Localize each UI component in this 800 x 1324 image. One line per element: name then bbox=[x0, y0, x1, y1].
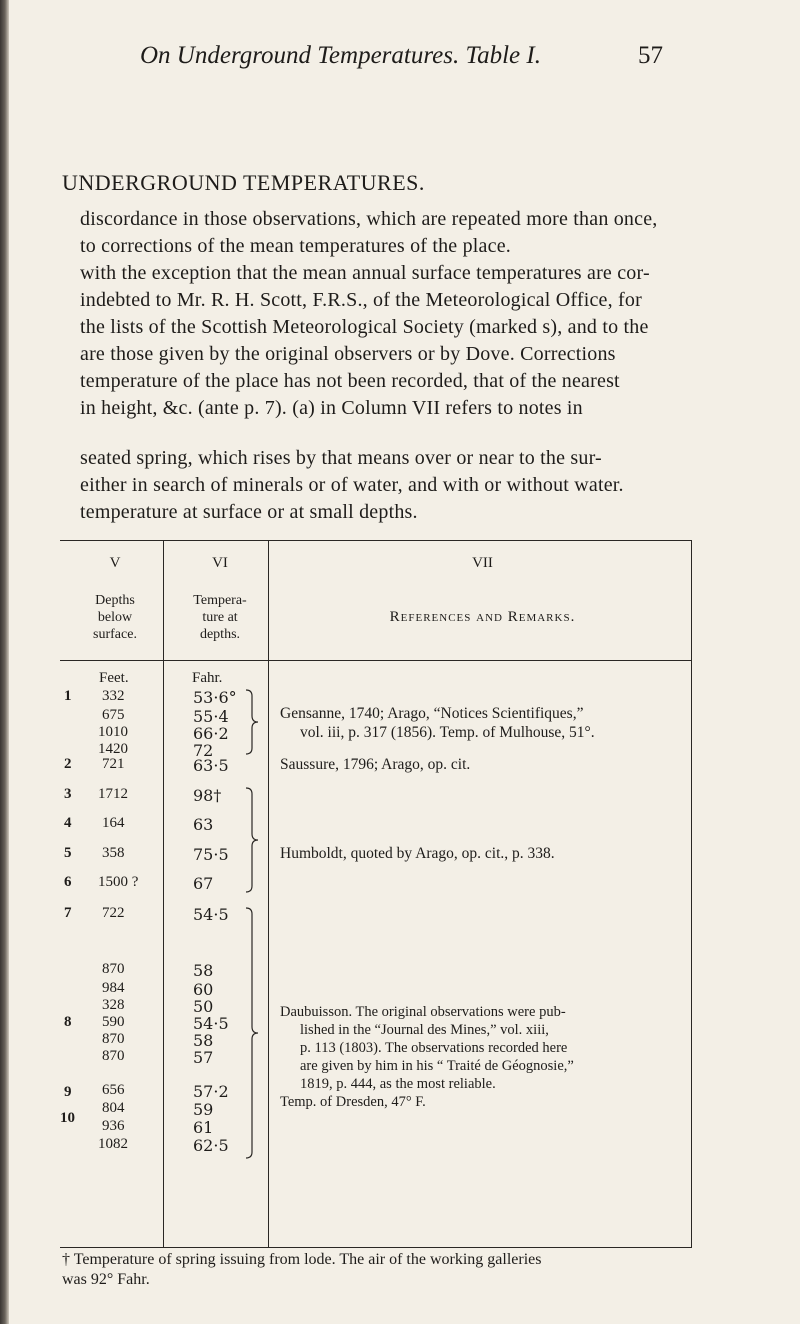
reference-daubuisson: Daubuisson. The original observations were pub- bbox=[280, 1004, 566, 1020]
footnote-line: was 92° Fahr. bbox=[62, 1271, 150, 1288]
row-number: 2 bbox=[64, 756, 72, 772]
temperature-cell: 55·4 bbox=[193, 707, 229, 726]
temperature-cell: 63·5 bbox=[193, 756, 229, 775]
table-top-rule bbox=[60, 540, 692, 541]
temperature-cell: 57·2 bbox=[193, 1082, 229, 1101]
depth-cell: 804 bbox=[102, 1100, 125, 1116]
depth-cell: 656 bbox=[102, 1082, 125, 1098]
intro-line: with the exception that the mean annual surface temperatures are cor- bbox=[80, 262, 650, 284]
column-header-depths bbox=[70, 592, 160, 643]
row-number: 4 bbox=[64, 815, 72, 831]
second-line: temperature at surface or at small depths. bbox=[80, 501, 418, 523]
depth-cell: 164 bbox=[102, 815, 125, 831]
reference-daubuisson: p. 113 (1803). The observations recorded here bbox=[300, 1040, 568, 1056]
header-label-line: Tempera- bbox=[193, 593, 247, 608]
reference-saussure: Saussure, 1796; Arago, op. cit. bbox=[280, 756, 471, 773]
header-rule bbox=[60, 660, 692, 661]
column-divider bbox=[268, 540, 269, 1248]
header-label-line: surface. bbox=[93, 627, 137, 642]
intro-line: temperature of the place has not been recorded, that of the nearest bbox=[80, 370, 620, 392]
row-number: 8 bbox=[64, 1014, 72, 1030]
reference-gensanne: Gensanne, 1740; Arago, “Notices Scientifiques,” bbox=[280, 705, 584, 722]
temperature-cell: 60 bbox=[193, 980, 214, 999]
temperature-cell: 66·2 bbox=[193, 724, 229, 743]
book-binding-edge bbox=[0, 0, 9, 1324]
reference-daubuisson: are given by him in his “ Traité de Géognosie,” bbox=[300, 1058, 574, 1074]
grouping-brace bbox=[244, 904, 262, 1162]
footnote bbox=[62, 1250, 542, 1290]
temperature-cell: 62·5 bbox=[193, 1136, 229, 1155]
temperature-cell: 50 bbox=[193, 997, 214, 1016]
row-number: 9 bbox=[64, 1084, 72, 1100]
depth-cell: 332 bbox=[102, 688, 125, 704]
temperature-cell: 75·5 bbox=[193, 845, 229, 864]
temperature-cell: 58 bbox=[193, 1031, 214, 1050]
grouping-brace bbox=[244, 784, 262, 896]
intro-line: are those given by the original observers or by Dove. Corrections bbox=[80, 343, 616, 365]
table-right-rule bbox=[691, 540, 692, 1248]
column-divider bbox=[163, 540, 164, 1248]
depth-cell: 358 bbox=[102, 845, 125, 861]
depth-cell: 936 bbox=[102, 1118, 125, 1134]
reference-daubuisson: lished in the “Journal des Mines,” vol. xiii, bbox=[300, 1022, 549, 1038]
unit-fahr: Fahr. bbox=[192, 670, 223, 686]
temperature-cell: 54·5 bbox=[193, 905, 229, 924]
header-label-line: below bbox=[97, 610, 133, 625]
depth-cell: 870 bbox=[102, 1031, 125, 1047]
grouping-brace bbox=[244, 686, 262, 758]
row-number: 3 bbox=[64, 786, 72, 802]
reference-humboldt: Humboldt, quoted by Arago, op. cit., p. 338. bbox=[280, 845, 555, 862]
page-number: 57 bbox=[638, 42, 663, 69]
temperature-cell: 67 bbox=[193, 874, 214, 893]
reference-dresden: Temp. of Dresden, 47° F. bbox=[280, 1094, 426, 1110]
intro-line: in height, &c. (ante p. 7). (a) in Column VII refers to notes in bbox=[80, 397, 583, 419]
temperature-cell: 72 bbox=[193, 741, 214, 760]
row-number: 7 bbox=[64, 905, 72, 921]
column-header-references: References and Remarks. bbox=[389, 609, 576, 625]
row-number: 1 bbox=[64, 688, 72, 704]
second-line: either in search of minerals or of water, and with or without water. bbox=[80, 474, 624, 496]
depth-cell: 1712 bbox=[98, 786, 128, 802]
row-number: 6 bbox=[64, 874, 72, 890]
temperature-cell: 63 bbox=[193, 815, 214, 834]
depth-cell: 1082 bbox=[98, 1136, 128, 1152]
table-bottom-rule bbox=[60, 1247, 692, 1248]
header-label-line: ture at bbox=[202, 610, 238, 625]
temperature-cell: 61 bbox=[193, 1118, 214, 1137]
depth-cell: 722 bbox=[102, 905, 125, 921]
temperature-cell: 53·6° bbox=[193, 688, 237, 707]
temperature-cell: 57 bbox=[193, 1048, 214, 1067]
depth-cell: 721 bbox=[102, 756, 125, 772]
depth-cell: 1420 bbox=[98, 741, 128, 757]
header-label-line: depths. bbox=[199, 627, 241, 642]
header-title: On Underground Temperatures. Table I. bbox=[140, 42, 541, 69]
intro-line: the lists of the Scottish Meteorological Society (marked s), and to the bbox=[80, 316, 649, 338]
section-title: UNDERGROUND TEMPERATURES. bbox=[62, 170, 425, 195]
intro-line: to corrections of the mean temperatures of the place. bbox=[80, 235, 511, 257]
depth-cell: 1500 ? bbox=[98, 874, 139, 890]
column-header-temperature bbox=[172, 592, 268, 643]
row-number: 10 bbox=[60, 1110, 75, 1126]
running-header bbox=[140, 42, 540, 70]
depth-cell: 590 bbox=[102, 1014, 125, 1030]
intro-line: discordance in those observations, which are repeated more than once, bbox=[80, 208, 658, 230]
depth-cell: 984 bbox=[102, 980, 125, 996]
row-number: 5 bbox=[64, 845, 72, 861]
column-numeral-vi: VI bbox=[212, 555, 228, 571]
reference-gensanne: vol. iii, p. 317 (1856). Temp. of Mulhouse, 51°. bbox=[300, 724, 595, 741]
temperature-cell: 58 bbox=[193, 961, 214, 980]
second-line: seated spring, which rises by that means over or near to the sur- bbox=[80, 447, 602, 469]
depth-cell: 328 bbox=[102, 997, 125, 1013]
header-label-line: Depths bbox=[95, 593, 135, 608]
depth-cell: 1010 bbox=[98, 724, 128, 740]
column-numeral-vii: VII bbox=[472, 555, 493, 571]
reference-daubuisson: 1819, p. 444, as the most reliable. bbox=[300, 1076, 496, 1092]
depth-cell: 870 bbox=[102, 961, 125, 977]
temperature-cell: 98† bbox=[193, 786, 222, 805]
column-numeral-v: V bbox=[109, 555, 121, 571]
temperature-cell: 54·5 bbox=[193, 1014, 229, 1033]
intro-line: indebted to Mr. R. H. Scott, F.R.S., of the Meteorological Office, for bbox=[80, 289, 642, 311]
temperature-cell: 59 bbox=[193, 1100, 214, 1119]
depth-cell: 870 bbox=[102, 1048, 125, 1064]
footnote-line: † Temperature of spring issuing from lode. The air of the working galleries bbox=[62, 1251, 542, 1268]
unit-feet: Feet. bbox=[99, 670, 129, 686]
depth-cell: 675 bbox=[102, 707, 125, 723]
